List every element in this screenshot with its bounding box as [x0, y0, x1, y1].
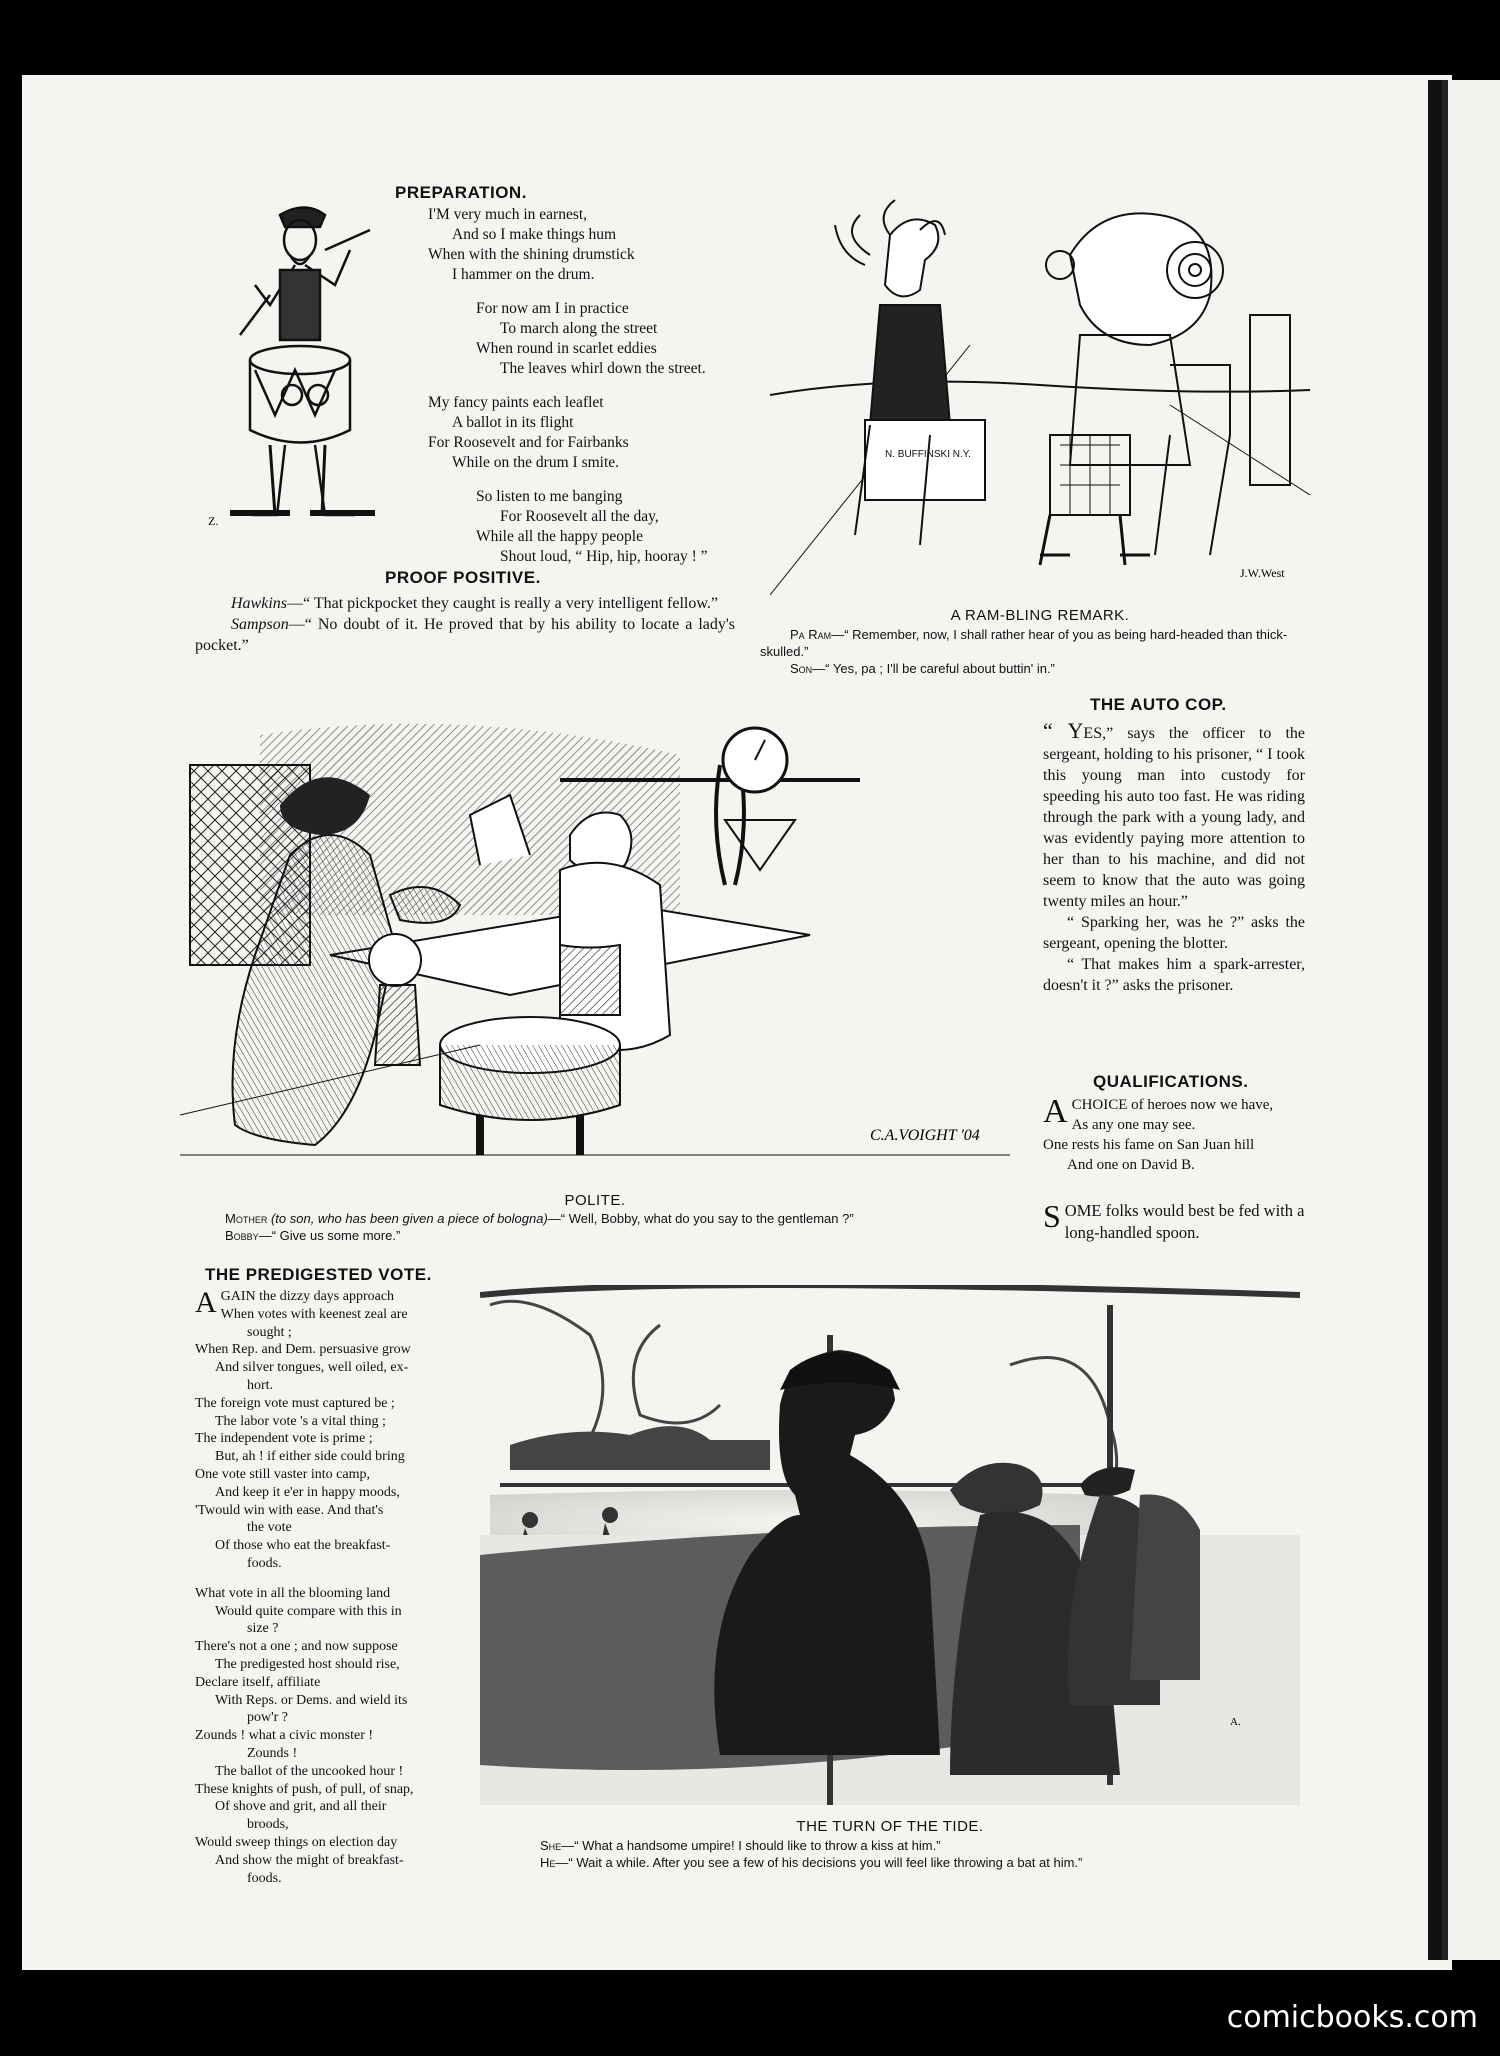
dialogue: —“ Wait a while. After you see a few of his decisions you will feel like throwing a bat at him.” — [555, 1855, 1083, 1870]
poem-line: While on the drum I smite. — [452, 454, 620, 471]
poem-line: And silver tongues, well oiled, ex- — [215, 1360, 409, 1376]
poem-line: With Reps. or Dems. and wield its — [215, 1692, 408, 1708]
poem-line: The ballot of the uncooked hour ! — [215, 1763, 404, 1779]
poem-line: I'M very much in earnest, — [428, 206, 588, 223]
polite-cartoon — [180, 715, 1010, 1165]
svg-text:A.: A. — [1230, 1716, 1241, 1728]
dialogue: —“ Well, Bobby, what do you say to the gentleman ?” — [547, 1211, 854, 1226]
poem-line: broods, — [247, 1817, 289, 1833]
tide-caption-title: THE TURN OF THE TIDE. — [796, 1818, 984, 1835]
dropcap: A — [195, 1286, 217, 1319]
speaker: Sampson — [231, 616, 289, 633]
qualifications-title: QUALIFICATIONS. — [1093, 1072, 1249, 1091]
poem-line: Shout loud, “ Hip, hip, hooray ! ” — [500, 548, 708, 565]
auto-cop-title: THE AUTO COP. — [1090, 695, 1227, 714]
proof-positive-text — [195, 593, 735, 656]
paragraph: “ Sparking her, was he ?” asks the sergeant, opening the blotter. — [1043, 914, 1305, 952]
poem-line: GAIN the dizzy days approach — [220, 1289, 395, 1304]
poem-line: When with the shining drumstick — [428, 246, 635, 263]
speaker: She — [540, 1838, 562, 1853]
poem-line: The predigested host should rise, — [215, 1656, 400, 1672]
dropcap: “ Y — [1043, 718, 1084, 743]
poem-line: sought ; — [247, 1324, 292, 1340]
preparation-title: PREPARATION. — [395, 183, 527, 202]
poem-line: Would sweep things on election day — [195, 1834, 398, 1850]
stage-direction: (to son, who has been given a piece of bologna) — [270, 1211, 548, 1226]
speaker: Mother — [225, 1211, 268, 1226]
svg-text:J.W.West: J.W.West — [1240, 566, 1285, 580]
poem-line: And one on David B. — [1067, 1157, 1195, 1173]
poem-line: And so I make things hum — [452, 226, 617, 243]
poem-line: For Roosevelt all the day, — [500, 508, 659, 525]
poem-line: When round in scarlet eddies — [476, 340, 657, 357]
poem-line: Of those who eat the breakfast- — [215, 1538, 391, 1554]
spoon-quip — [1043, 1200, 1305, 1244]
ram-caption-title: A RAM-BLING REMARK. — [950, 607, 1130, 624]
poem-line: The independent vote is prime ; — [195, 1431, 373, 1447]
speaker: He — [540, 1855, 556, 1870]
poem-line: To march along the street — [500, 320, 658, 337]
poem-line: foods. — [247, 1555, 282, 1571]
tide-caption — [540, 1837, 1320, 1871]
paragraph: OME folks would best be fed with a long-handled spoon. — [1064, 1201, 1305, 1242]
speaker: Hawkins — [231, 595, 287, 612]
dialogue: —“ Remember, now, I shall rather hear of you as being hard-headed than thick-skulled.” — [760, 627, 1288, 659]
polite-caption-title: POLITE. — [564, 1192, 626, 1209]
poem-line: There's not a one ; and now suppose — [195, 1639, 398, 1655]
poem-line: the vote — [247, 1520, 292, 1536]
poem-line: foods. — [247, 1870, 282, 1886]
poem-line: The labor vote 's a vital thing ; — [215, 1413, 386, 1429]
proof-positive-title: PROOF POSITIVE. — [385, 568, 541, 587]
poem-line: So listen to me banging — [476, 488, 623, 505]
poem-line: One vote still vaster into camp, — [195, 1466, 370, 1482]
paragraph: ES,” says the officer to the sergeant, holding to his prisoner, “ I took this young man into custody for speeding his auto too fast. He was riding through the park with a young lady, and was evidently paying more attention to her than to his machine, and did not seem to know that the auto was going twenty miles an hour.” — [1043, 725, 1305, 910]
poem-line: These knights of push, of pull, of snap, — [195, 1781, 414, 1797]
poem-line: CHOICE of heroes now we have, — [1071, 1097, 1274, 1113]
speaker: Son — [790, 661, 813, 676]
poem-line: Zounds ! — [247, 1745, 298, 1761]
turn-of-the-tide-illustration — [480, 1285, 1300, 1805]
poem-line: One rests his fame on San Juan hill — [1043, 1137, 1255, 1153]
poem-line: While all the happy people — [476, 528, 643, 545]
poem-line: When votes with keenest zeal are — [220, 1306, 408, 1322]
poem-line: 'Twould win with ease. And that's — [195, 1502, 384, 1518]
dropcap: S — [1043, 1198, 1061, 1234]
poem-line: A ballot in its flight — [452, 414, 574, 431]
poem-line: Would quite compare with this in — [215, 1603, 402, 1619]
binding-spine — [1428, 80, 1442, 1960]
speaker: Pa Ram — [790, 627, 832, 642]
poem-line: Zounds ! what a civic monster ! — [195, 1728, 374, 1744]
poem-line: But, ah ! if either side could bring — [215, 1449, 405, 1465]
poem-line: For now am I in practice — [476, 300, 629, 317]
dialogue: —“ Give us some more.” — [258, 1228, 401, 1243]
dialogue: —“ That pickpocket they caught is really a very intelligent fellow.” — [287, 595, 718, 612]
drummer-illustration — [200, 195, 410, 545]
poem-line: I hammer on the drum. — [452, 266, 595, 283]
qualifications-poem — [1043, 1095, 1305, 1175]
predigested-poem — [195, 1288, 460, 1887]
signature: C.A.VOIGHT '04 — [870, 1127, 980, 1144]
polite-caption — [225, 1210, 1025, 1244]
poem-line: And show the might of breakfast- — [215, 1852, 404, 1868]
poem-line: When Rep. and Dem. persuasive grow — [195, 1342, 411, 1358]
facing-page-edge — [1442, 80, 1500, 1960]
watermark: comicbooks.com — [1226, 2000, 1478, 2035]
poem-line: hort. — [247, 1377, 274, 1393]
poem-line: pow'r ? — [247, 1710, 289, 1726]
poem-line: What vote in all the blooming land — [195, 1585, 391, 1601]
poem-line: Of shove and grit, and all their — [215, 1799, 387, 1815]
dialogue: —“ No doubt of it. He proved that by his ability to locate a lady's pocket.” — [195, 616, 735, 654]
poem-line: My fancy paints each leaflet — [428, 394, 604, 411]
ram-caption — [760, 626, 1320, 677]
predigested-title: THE PREDIGESTED VOTE. — [205, 1265, 432, 1284]
poem-line: The leaves whirl down the street. — [500, 360, 706, 377]
paragraph: “ That makes him a spark-arrester, doesn't it ?” asks the prisoner. — [1043, 956, 1305, 994]
preparation-poem — [428, 205, 708, 581]
poem-line: And keep it e'er in happy moods, — [215, 1484, 400, 1500]
auto-cop-text — [1043, 720, 1305, 996]
poem-line: size ? — [247, 1621, 279, 1637]
bag-label: N. BUFFINSKI N.Y. — [885, 449, 971, 460]
poem-line: Declare itself, affiliate — [195, 1674, 321, 1690]
dialogue: —“ Yes, pa ; I'll be careful about buttin' in.” — [812, 661, 1055, 676]
dropcap: A — [1043, 1093, 1068, 1130]
poem-line: For Roosevelt and for Fairbanks — [428, 434, 629, 451]
ram-cartoon — [770, 195, 1310, 595]
poem-line: As any one may see. — [1071, 1117, 1196, 1133]
speaker: Bobby — [225, 1228, 259, 1243]
svg-text:Z.: Z. — [208, 514, 219, 528]
dialogue: —“ What a handsome umpire! I should like to throw a kiss at him.” — [561, 1838, 941, 1853]
poem-line: The foreign vote must captured be ; — [195, 1395, 395, 1411]
